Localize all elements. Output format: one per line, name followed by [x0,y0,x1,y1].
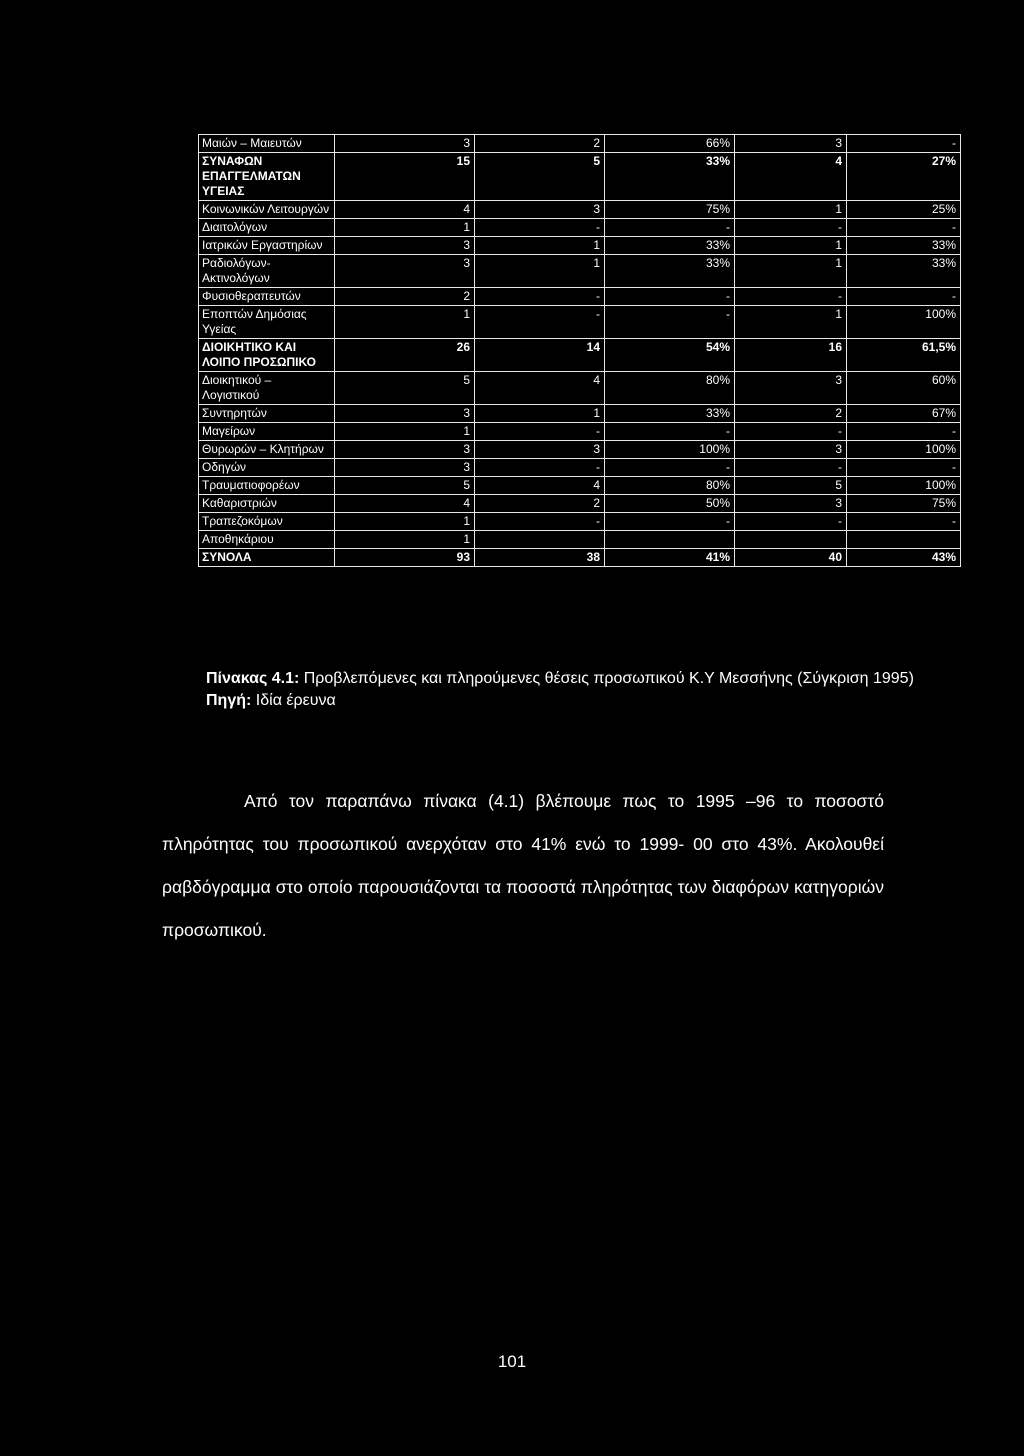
filled-1995-cell: 4 [475,372,605,405]
percent-1999-cell: 33% [847,237,961,255]
filled-1999-cell: 3 [735,372,847,405]
filled-1999-cell: - [735,423,847,441]
caption-label: Πίνακας 4.1: [206,670,300,687]
percent-1995-cell: - [605,423,735,441]
filled-1999-cell: 40 [735,549,847,567]
percent-1999-cell: 100% [847,306,961,339]
percent-1999-cell: 67% [847,405,961,423]
planned-cell: 5 [335,372,475,405]
filled-1999-cell: 3 [735,441,847,459]
filled-1999-cell: 1 [735,201,847,219]
percent-1995-cell: - [605,288,735,306]
filled-1995-cell: 2 [475,135,605,153]
percent-1999-cell: 60% [847,372,961,405]
category-cell: Μαιών – Μαιευτών [199,135,335,153]
filled-1999-cell [735,531,847,549]
category-cell: ΣΥΝΑΦΩΝ ΕΠΑΓΓΕΛΜΑΤΩΝ ΥΓΕΙΑΣ [199,153,335,201]
table-row [199,549,961,567]
table-row [199,288,961,306]
filled-1995-cell: - [475,423,605,441]
planned-cell: 5 [335,477,475,495]
table-row [199,135,961,153]
filled-1995-cell: 1 [475,405,605,423]
percent-1999-cell: - [847,459,961,477]
percent-1995-cell: 33% [605,153,735,201]
filled-1995-cell: - [475,513,605,531]
category-cell: ΣΥΝΟΛΑ [199,549,335,567]
planned-cell: 3 [335,237,475,255]
percent-1995-cell: 100% [605,441,735,459]
table-row [199,459,961,477]
planned-cell: 1 [335,513,475,531]
planned-cell: 1 [335,531,475,549]
planned-cell: 93 [335,549,475,567]
percent-1995-cell: - [605,459,735,477]
category-cell: ΔΙΟΙΚΗΤΙΚΟ ΚΑΙ ΛΟΙΠΟ ΠΡΟΣΩΠΙΚΟ [199,339,335,372]
planned-cell: 15 [335,153,475,201]
table-row [199,423,961,441]
percent-1995-cell: - [605,513,735,531]
percent-1999-cell: 100% [847,477,961,495]
percent-1995-cell: 50% [605,495,735,513]
planned-cell: 3 [335,441,475,459]
table-row [199,255,961,288]
percent-1999-cell: 100% [847,441,961,459]
filled-1995-cell: 5 [475,153,605,201]
filled-1995-cell [475,531,605,549]
filled-1999-cell: - [735,513,847,531]
table-row [199,477,961,495]
table-body [199,135,961,567]
planned-cell: 2 [335,288,475,306]
category-cell: Φυσιοθεραπευτών [199,288,335,306]
page-number: 101 [497,1352,527,1371]
filled-1995-cell: 14 [475,339,605,372]
filled-1999-cell: 4 [735,153,847,201]
filled-1995-cell: - [475,306,605,339]
percent-1995-cell: 80% [605,372,735,405]
percent-1995-cell: 75% [605,201,735,219]
category-cell: Τραυματιοφορέων [199,477,335,495]
filled-1999-cell: 5 [735,477,847,495]
filled-1999-cell: 1 [735,306,847,339]
body-text [162,780,884,952]
caption-source-label: Πηγή: [206,692,252,709]
category-cell: Καθαριστριών [199,495,335,513]
table-row [199,513,961,531]
percent-1999-cell: - [847,423,961,441]
percent-1995-cell: 41% [605,549,735,567]
category-cell: Αποθηκάριου [199,531,335,549]
caption-title: Προβλεπόμενες και πληρούμενες θέσεις προσωπικού Κ.Υ Μεσσήνης (Σύγκριση 1995) [303,670,914,687]
percent-1995-cell: 33% [605,405,735,423]
category-cell: Τραπεζοκόμων [199,513,335,531]
percent-1995-cell: - [605,306,735,339]
table-row [199,372,961,405]
staff-positions-table-wrapper [198,134,960,567]
table-row [199,306,961,339]
filled-1995-cell: - [475,459,605,477]
filled-1999-cell: 3 [735,135,847,153]
percent-1995-cell: 80% [605,477,735,495]
category-cell: Διαιτολόγων [199,219,335,237]
percent-1995-cell: 54% [605,339,735,372]
filled-1999-cell: - [735,459,847,477]
planned-cell: 3 [335,459,475,477]
filled-1999-cell: - [735,288,847,306]
table-row [199,495,961,513]
filled-1999-cell: 3 [735,495,847,513]
filled-1995-cell: 3 [475,441,605,459]
category-cell: Θυρωρών – Κλητήρων [199,441,335,459]
caption-source-text: Ιδία έρευνα [255,692,336,709]
filled-1995-cell: 1 [475,237,605,255]
table-row [199,405,961,423]
percent-1999-cell: 27% [847,153,961,201]
category-cell: Συντηρητών [199,405,335,423]
filled-1995-cell: - [475,288,605,306]
filled-1995-cell: 1 [475,255,605,288]
body-paragraph: Από τον παραπάνω πίνακα (4.1) βλέπουμε πως το 1995 –96 το ποσοστό πληρότητας του προσωπικού ανερχόταν στο 41% ενώ το 1999- 00 στο 43%. Ακολουθεί ραβδόγραμμα στο οποίο παρουσιάζονται τα ποσοστά πληρότητας των διαφόρων κατηγοριών προσωπικού. [162,791,884,940]
percent-1995-cell: 66% [605,135,735,153]
table-row [199,219,961,237]
filled-1999-cell: - [735,219,847,237]
category-cell: Εποπτών Δημόσιας Υγείας [199,306,335,339]
planned-cell: 1 [335,306,475,339]
planned-cell: 3 [335,135,475,153]
table-row [199,339,961,372]
planned-cell: 1 [335,219,475,237]
table-row [199,153,961,201]
percent-1995-cell: - [605,219,735,237]
filled-1999-cell: 2 [735,405,847,423]
filled-1995-cell: 3 [475,201,605,219]
filled-1995-cell: 38 [475,549,605,567]
planned-cell: 3 [335,255,475,288]
staff-positions-table [198,134,961,567]
filled-1995-cell: 2 [475,495,605,513]
percent-1999-cell: - [847,513,961,531]
percent-1995-cell: 33% [605,237,735,255]
percent-1999-cell [847,531,961,549]
table-row [199,201,961,219]
planned-cell: 1 [335,423,475,441]
category-cell: Ιατρικών Εργαστηρίων [199,237,335,255]
filled-1995-cell: - [475,219,605,237]
planned-cell: 4 [335,495,475,513]
planned-cell: 26 [335,339,475,372]
percent-1999-cell: 61,5% [847,339,961,372]
category-cell: Κοινωνικών Λειτουργών [199,201,335,219]
percent-1995-cell: 33% [605,255,735,288]
category-cell: Μαγείρων [199,423,335,441]
percent-1999-cell: - [847,219,961,237]
planned-cell: 4 [335,201,475,219]
table-row [199,531,961,549]
category-cell: Οδηγών [199,459,335,477]
filled-1995-cell: 4 [475,477,605,495]
planned-cell: 3 [335,405,475,423]
percent-1999-cell: 33% [847,255,961,288]
category-cell: Διοικητικού – Λογιστικού [199,372,335,405]
percent-1999-cell: - [847,288,961,306]
filled-1999-cell: 1 [735,255,847,288]
filled-1999-cell: 1 [735,237,847,255]
table-row [199,237,961,255]
percent-1995-cell [605,531,735,549]
percent-1999-cell: 75% [847,495,961,513]
table-row [199,441,961,459]
percent-1999-cell: 43% [847,549,961,567]
percent-1999-cell: 25% [847,201,961,219]
table-caption [206,668,926,712]
percent-1999-cell: - [847,135,961,153]
category-cell: Ραδιολόγων- Ακτινολόγων [199,255,335,288]
filled-1999-cell: 16 [735,339,847,372]
